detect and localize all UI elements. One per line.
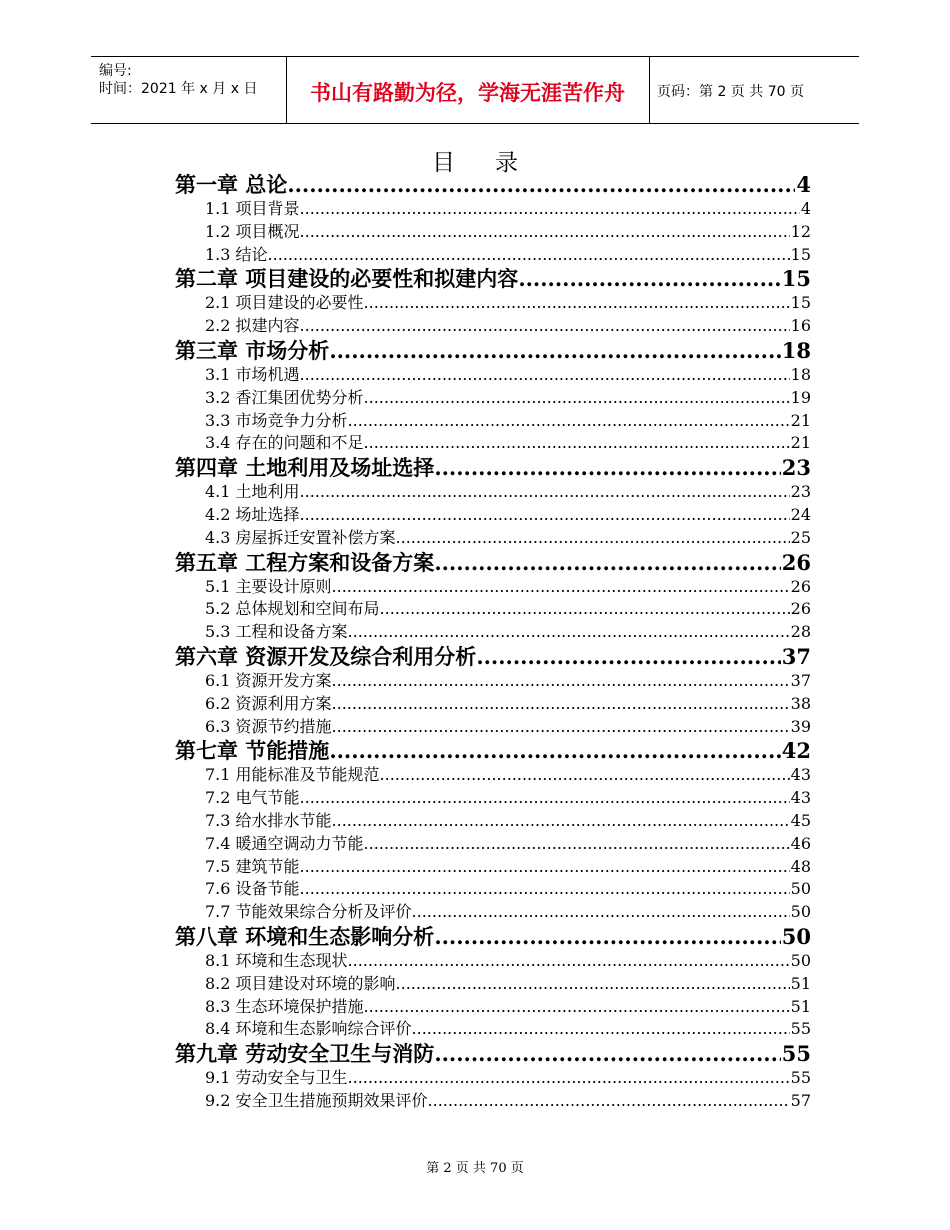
toc-leader-dots (380, 764, 790, 787)
toc-entry-title: 4.3 房屋拆迁安置补偿方案 (205, 527, 396, 547)
toc-entry-title: 7.7 节能效果综合分析及评价 (205, 902, 412, 922)
toc-chapter-entry[interactable] (175, 455, 811, 481)
toc-leader-dots (300, 856, 790, 879)
toc-entry-title: 第八章 环境和生态影响分析 (175, 924, 435, 949)
toc-entry-title: 5.3 工程和设备方案 (205, 622, 348, 642)
toc-entry-page: 48 (790, 856, 811, 876)
document-number-label: 编号: (99, 63, 132, 79)
toc-entry-page: 50 (790, 950, 811, 970)
toc-entry-title: 1.1 项目背景 (205, 199, 300, 218)
toc-entry-title: 第三章 市场分析 (175, 338, 330, 363)
toc-section-entry[interactable] (175, 621, 811, 644)
toc-leader-dots (348, 950, 790, 973)
toc-chapter-entry[interactable] (175, 172, 811, 198)
toc-entry-page: 43 (790, 788, 811, 808)
toc-section-entry[interactable] (175, 244, 811, 267)
toc-section-entry[interactable] (175, 410, 811, 433)
toc-leader-dots (329, 338, 780, 364)
toc-section-entry[interactable] (175, 315, 811, 338)
toc-entry-page: 16 (790, 316, 811, 336)
toc-entry-page: 51 (790, 996, 811, 1016)
toc-section-entry[interactable] (175, 1090, 811, 1113)
toc-entry-title: 8.1 环境和生态现状 (205, 950, 348, 970)
toc-entry-title: 6.1 资源开发方案 (205, 670, 332, 690)
toc-chapter-entry[interactable] (175, 738, 811, 764)
toc-entry-title: 7.2 电气节能 (205, 788, 300, 808)
toc-leader-dots (434, 455, 780, 481)
toc-leader-dots (518, 266, 780, 292)
toc-section-entry[interactable] (175, 973, 811, 996)
toc-leader-dots (396, 527, 790, 550)
header-page-info: 页码：第 2 页 共 70 页 (657, 84, 804, 100)
toc-leader-dots (329, 738, 780, 764)
toc-chapter-entry[interactable] (175, 644, 811, 670)
toc-entry-page: 50 (781, 923, 811, 949)
toc-leader-dots (364, 292, 790, 315)
toc-entry-page: 18 (781, 337, 811, 363)
toc-leader-dots (348, 410, 790, 433)
toc-leader-dots (348, 1067, 790, 1090)
toc-section-entry[interactable] (175, 856, 811, 879)
toc-entry-title: 3.3 市场竞争力分析 (205, 410, 348, 430)
toc-entry-title: 第二章 项目建设的必要性和拟建内容 (175, 267, 519, 292)
toc-entry-title: 9.2 安全卫生措施预期效果评价 (205, 1090, 428, 1110)
toc-leader-dots (412, 901, 790, 924)
toc-entry-title: 3.2 香江集团优势分析 (205, 387, 364, 407)
toc-chapter-entry[interactable] (175, 1041, 811, 1067)
toc-leader-dots (434, 550, 780, 576)
toc-entry-page: 26 (790, 599, 811, 619)
toc-entry-page: 4 (800, 199, 811, 218)
toc-entry-page: 21 (790, 410, 811, 430)
toc-entry-page: 15 (781, 266, 811, 292)
toc-leader-dots (300, 315, 790, 338)
toc-section-entry[interactable] (175, 670, 811, 693)
toc-section-entry[interactable] (175, 387, 811, 410)
toc-leader-dots (287, 172, 795, 198)
toc-leader-dots (300, 198, 800, 221)
toc-entry-page: 51 (790, 973, 811, 993)
toc-entry-title: 7.3 给水排水节能 (205, 810, 332, 830)
toc-leader-dots (300, 481, 790, 504)
toc-entry-title: 8.3 生态环境保护措施 (205, 996, 364, 1016)
toc-leader-dots (300, 787, 790, 810)
toc-entry-title: 2.1 项目建设的必要性 (205, 293, 364, 313)
toc-entry-page: 37 (790, 670, 811, 690)
toc-entry-title: 1.3 结论 (205, 244, 268, 264)
toc-entry-page: 19 (790, 387, 811, 407)
toc-entry-page: 50 (790, 902, 811, 922)
toc-entry-title: 第七章 节能措施 (175, 739, 330, 764)
toc-entry-page: 39 (790, 716, 811, 736)
toc-section-entry[interactable] (175, 364, 811, 387)
table-of-contents (175, 172, 811, 1113)
toc-entry-page: 24 (790, 504, 811, 524)
toc-entry-title: 3.4 存在的问题和不足 (205, 433, 364, 453)
toc-section-entry[interactable] (175, 693, 811, 716)
toc-entry-title: 4.1 土地利用 (205, 482, 300, 502)
toc-entry-page: 18 (790, 364, 811, 384)
toc-section-entry[interactable] (175, 598, 811, 621)
toc-entry-title: 第五章 工程方案和设备方案 (175, 550, 435, 575)
toc-section-entry[interactable] (175, 198, 811, 221)
toc-chapter-entry[interactable] (175, 266, 811, 292)
toc-section-entry[interactable] (175, 1067, 811, 1090)
toc-entry-title: 7.1 用能标准及节能规范 (205, 765, 380, 785)
toc-leader-dots (268, 244, 790, 267)
toc-entry-page: 26 (781, 549, 811, 575)
toc-leader-dots (348, 621, 790, 644)
toc-leader-dots (412, 1018, 790, 1041)
toc-entry-title: 1.2 项目概况 (205, 221, 300, 241)
toc-entry-title: 2.2 拟建内容 (205, 316, 300, 336)
toc-title: 目录 (432, 150, 558, 176)
toc-leader-dots (364, 387, 790, 410)
toc-entry-title: 5.1 主要设计原则 (205, 576, 332, 596)
header-middle-cell (286, 57, 650, 123)
toc-entry-page: 4 (796, 172, 811, 197)
toc-leader-dots (380, 598, 790, 621)
toc-entry-page: 21 (790, 433, 811, 453)
toc-entry-title: 7.5 建筑节能 (205, 856, 300, 876)
toc-section-entry[interactable] (175, 996, 811, 1019)
header-motto: 书山有路勤为径，学海无涯苦作舟 (310, 81, 625, 105)
toc-entry-page: 23 (781, 455, 811, 481)
toc-entry-title: 7.4 暖通空调动力节能 (205, 833, 364, 853)
toc-section-entry[interactable] (175, 833, 811, 856)
toc-leader-dots (300, 878, 790, 901)
toc-entry-title: 8.2 项目建设对环境的影响 (205, 973, 396, 993)
toc-entry-page: 15 (790, 293, 811, 313)
toc-leader-dots (428, 1090, 790, 1113)
header-left-cell (91, 57, 287, 123)
page-header (91, 56, 859, 124)
toc-entry-page: 55 (790, 1019, 811, 1039)
toc-entry-page: 38 (790, 693, 811, 713)
toc-entry-page: 25 (790, 527, 811, 547)
toc-entry-title: 5.2 总体规划和空间布局 (205, 599, 380, 619)
toc-chapter-entry[interactable] (175, 924, 811, 950)
toc-entry-page: 26 (790, 576, 811, 596)
toc-entry-page: 45 (790, 810, 811, 830)
toc-leader-dots (332, 670, 790, 693)
toc-entry-title: 6.3 资源节约措施 (205, 716, 332, 736)
toc-entry-title: 6.2 资源利用方案 (205, 693, 332, 713)
toc-leader-dots (300, 364, 790, 387)
toc-section-entry[interactable] (175, 810, 811, 833)
toc-entry-page: 43 (790, 765, 811, 785)
toc-entry-page: 46 (790, 833, 811, 853)
toc-leader-dots (434, 1041, 780, 1067)
toc-entry-page: 50 (790, 879, 811, 899)
toc-leader-dots (332, 810, 790, 833)
toc-entry-title: 第六章 资源开发及综合利用分析 (175, 644, 477, 669)
toc-entry-page: 15 (790, 244, 811, 264)
toc-section-entry[interactable] (175, 1018, 811, 1041)
toc-section-entry[interactable] (175, 432, 811, 455)
toc-section-entry[interactable] (175, 787, 811, 810)
document-date-label: 时间：2021 年 x 月 x 日 (99, 81, 258, 97)
toc-entry-page: 23 (790, 482, 811, 502)
toc-entry-page: 57 (790, 1090, 811, 1110)
toc-entry-title: 第九章 劳动安全卫生与消防 (175, 1042, 435, 1067)
toc-leader-dots (364, 432, 790, 455)
toc-leader-dots (332, 693, 790, 716)
toc-entry-title: 第一章 总论 (175, 173, 288, 197)
toc-leader-dots (300, 221, 790, 244)
toc-entry-page: 28 (790, 622, 811, 642)
toc-section-entry[interactable] (175, 504, 811, 527)
toc-section-entry[interactable] (175, 527, 811, 550)
toc-entry-title: 第四章 土地利用及场址选择 (175, 456, 435, 481)
toc-section-entry[interactable] (175, 878, 811, 901)
toc-section-entry[interactable] (175, 221, 811, 244)
toc-section-entry[interactable] (175, 950, 811, 973)
toc-leader-dots (396, 973, 790, 996)
toc-section-entry[interactable] (175, 576, 811, 599)
toc-leader-dots (332, 576, 790, 599)
header-right-cell (649, 57, 859, 123)
toc-section-entry[interactable] (175, 481, 811, 504)
toc-entry-title: 8.4 环境和生态影响综合评价 (205, 1019, 412, 1039)
toc-entry-page: 37 (781, 643, 811, 669)
toc-entry-page: 12 (790, 221, 811, 241)
toc-entry-title: 4.2 场址选择 (205, 504, 300, 524)
toc-leader-dots (332, 716, 790, 739)
toc-leader-dots (434, 924, 780, 950)
toc-leader-dots (300, 504, 790, 527)
toc-leader-dots (364, 833, 790, 856)
toc-entry-title: 7.6 设备节能 (205, 879, 300, 899)
toc-entry-page: 42 (781, 738, 811, 764)
toc-section-entry[interactable] (175, 292, 811, 315)
toc-chapter-entry[interactable] (175, 550, 811, 576)
toc-entry-page: 55 (781, 1041, 811, 1067)
toc-chapter-entry[interactable] (175, 338, 811, 364)
toc-section-entry[interactable] (175, 901, 811, 924)
toc-section-entry[interactable] (175, 716, 811, 739)
toc-leader-dots (476, 644, 780, 670)
toc-entry-title: 3.1 市场机遇 (205, 364, 300, 384)
page-footer: 第 2 页 共 70 页 (426, 1161, 524, 1176)
toc-entry-page: 55 (790, 1068, 811, 1088)
toc-leader-dots (364, 996, 790, 1019)
toc-section-entry[interactable] (175, 764, 811, 787)
toc-entry-title: 9.1 劳动安全与卫生 (205, 1068, 348, 1088)
